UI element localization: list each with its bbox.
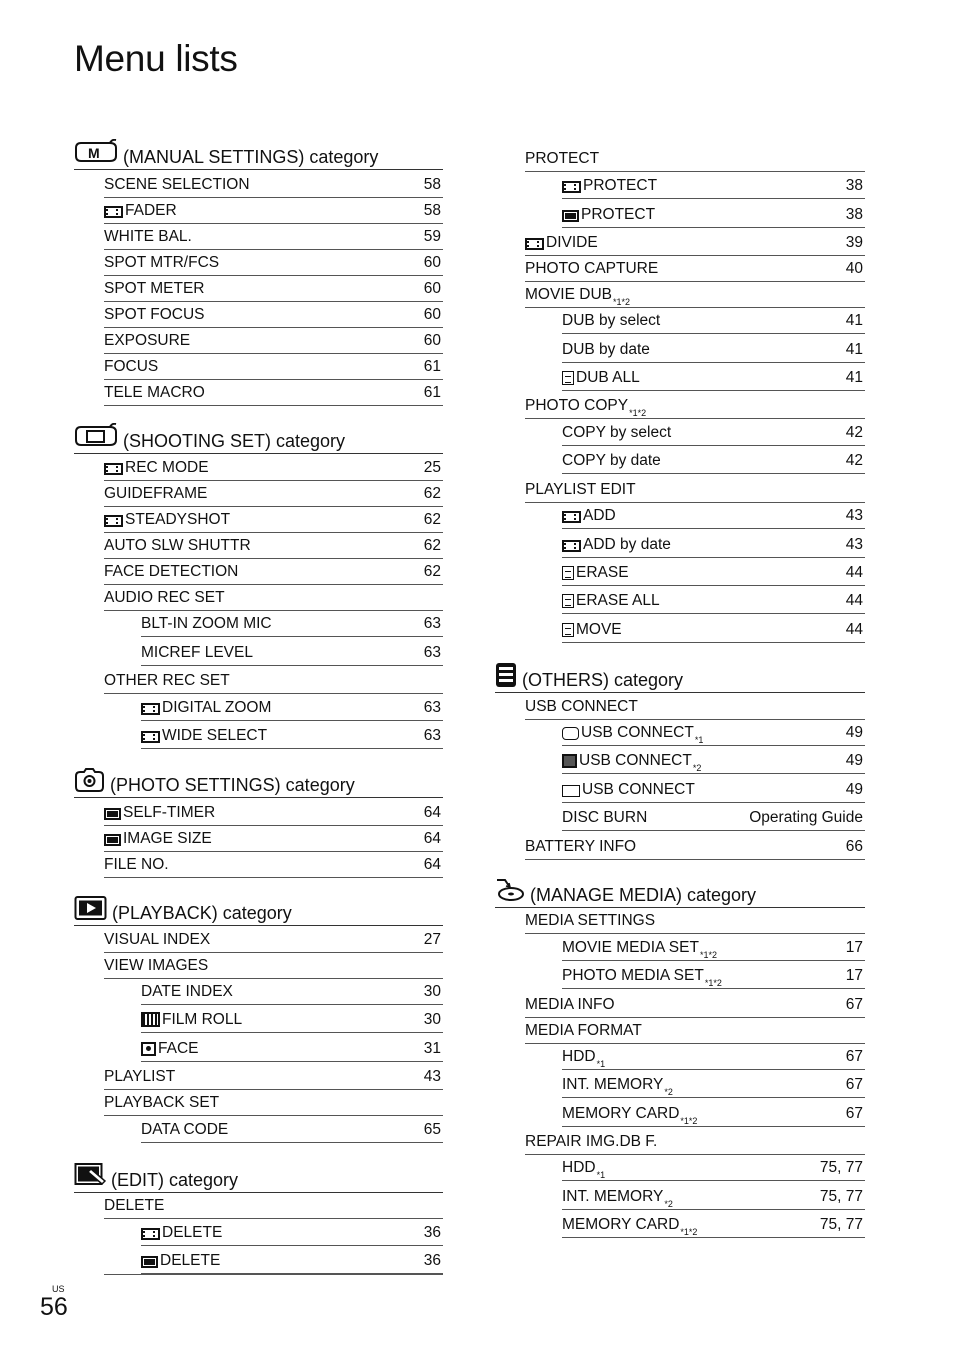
page-ref: 63	[423, 699, 441, 716]
menu-row	[104, 276, 443, 302]
page-ref: 17	[845, 939, 863, 956]
menu-row	[141, 1007, 443, 1033]
menu-row	[141, 1036, 443, 1062]
page-ref: 41	[845, 341, 863, 358]
page-ref: Operating Guide	[749, 809, 863, 826]
menu-label: SELF-TIMER	[123, 804, 216, 821]
menu-label: MEDIA FORMAT	[525, 1022, 642, 1039]
menu-row	[562, 532, 865, 558]
movie-icon	[141, 1228, 160, 1240]
menu-row	[104, 302, 443, 328]
category-label: (SHOOTING SET) category	[123, 431, 346, 451]
page-ref: 39	[845, 234, 863, 251]
menu-row	[104, 1090, 443, 1116]
internal-memory-icon	[562, 754, 577, 768]
menu-label: PROTECT	[581, 206, 656, 223]
page-title: Menu lists	[74, 38, 238, 79]
menu-label: PHOTO COPY	[525, 397, 629, 414]
menu-row: MEMORY CARD $^{*1*2}$ 75, 77	[562, 1212, 865, 1238]
category-label: (EDIT) category	[111, 1170, 239, 1190]
page-ref: 64	[423, 804, 441, 821]
menu-row	[141, 1220, 443, 1246]
menu-label: AUDIO REC SET	[104, 589, 225, 606]
photo-icon	[104, 808, 121, 820]
page-ref: 36	[423, 1224, 441, 1241]
menu-row	[525, 834, 865, 860]
menu-label: FACE DETECTION	[104, 563, 239, 580]
divider	[104, 1274, 443, 1275]
menu-row	[104, 800, 443, 826]
menu-row: PHOTO MEDIA SET $^{*1*2}$ 17	[562, 963, 865, 989]
category-playback	[74, 892, 443, 926]
page-ref: 60	[423, 254, 441, 271]
menu-label: DATE INDEX	[141, 983, 233, 1000]
menu-row	[104, 380, 443, 406]
menu-row	[562, 503, 865, 529]
menu-row	[562, 777, 865, 803]
menu-row	[104, 559, 443, 585]
menu-row	[562, 173, 865, 199]
page-ref: 64	[423, 856, 441, 873]
page-ref: 38	[845, 177, 863, 194]
menu-row	[562, 588, 865, 614]
menu-row	[525, 694, 865, 720]
menu-row	[562, 448, 865, 474]
page-ref: 75, 77	[819, 1188, 863, 1205]
page-ref: 60	[423, 280, 441, 297]
menu-label: DUB ALL	[576, 369, 640, 386]
page-ref: 60	[423, 306, 441, 323]
menu-label: USB CONNECT	[581, 724, 694, 741]
menu-row	[525, 1018, 865, 1044]
edit-icon	[74, 1162, 106, 1188]
menu-label: AUTO SLW SHUTTR	[104, 537, 251, 554]
page-ref: 30	[423, 983, 441, 1000]
menu-row: MOVIE DUB $^{*1*2}$	[525, 282, 865, 308]
menu-row	[525, 908, 865, 934]
menu-row	[525, 477, 865, 503]
movie-icon	[525, 238, 544, 250]
menu-row	[104, 585, 443, 611]
menu-label: PLAYBACK SET	[104, 1094, 220, 1111]
menu-row: HDD $^{*1}$ 75, 77	[562, 1155, 865, 1181]
menu-row	[104, 953, 443, 979]
menu-label: VIEW IMAGES	[104, 957, 209, 974]
page-ref: 62	[423, 537, 441, 554]
category-shooting-set	[74, 420, 443, 454]
menu-row: HDD $^{*1}$ 67	[562, 1044, 865, 1070]
menu-row	[104, 668, 443, 694]
playlist-icon	[562, 566, 574, 580]
page-ref: 58	[423, 176, 441, 193]
menu-label: WHITE BAL.	[104, 228, 192, 245]
movie-icon	[141, 703, 160, 715]
category-others	[495, 659, 865, 693]
menu-row	[104, 481, 443, 507]
page-ref: 43	[845, 507, 863, 524]
menu-label: PHOTO CAPTURE	[525, 260, 659, 277]
menu-row	[562, 337, 865, 363]
menu-row	[525, 230, 865, 256]
menu-label: FILM ROLL	[162, 1011, 243, 1028]
memory-card-icon	[562, 785, 580, 797]
region-label: US	[52, 1284, 65, 1294]
photo-settings-icon	[74, 767, 105, 793]
menu-row	[525, 992, 865, 1018]
menu-label: MOVIE MEDIA SET	[562, 939, 699, 956]
page-ref: 25	[423, 459, 441, 476]
page-ref: 31	[423, 1040, 441, 1057]
photo-icon	[104, 834, 121, 846]
menu-label: OTHER REC SET	[104, 672, 230, 689]
menu-row	[562, 420, 865, 446]
photo-icon	[562, 210, 579, 222]
menu-label: MOVIE DUB	[525, 286, 612, 303]
menu-row	[104, 172, 443, 198]
menu-label: MEDIA INFO	[525, 996, 615, 1013]
menu-row	[104, 826, 443, 852]
movie-icon	[104, 206, 123, 218]
menu-row: MOVIE MEDIA SET $^{*1*2}$ 17	[562, 935, 865, 961]
face-icon	[141, 1042, 156, 1056]
menu-row	[525, 256, 865, 282]
manage-media-icon	[495, 877, 525, 903]
menu-row	[104, 507, 443, 533]
page-ref: 75, 77	[819, 1216, 863, 1233]
category-label: (PHOTO SETTINGS) category	[110, 775, 355, 795]
page-ref: 43	[845, 536, 863, 553]
menu-label: DUB by date	[562, 341, 650, 358]
menu-row	[104, 455, 443, 481]
menu-label: DELETE	[104, 1197, 165, 1214]
page-ref: 67	[845, 1048, 863, 1065]
menu-label: COPY by date	[562, 452, 661, 469]
menu-label: DUB by select	[562, 312, 661, 329]
page-ref: 67	[845, 996, 863, 1013]
movie-icon	[141, 731, 160, 743]
menu-label: EXPOSURE	[104, 332, 191, 349]
category-manual-settings	[74, 136, 443, 170]
menu-row	[141, 1117, 443, 1143]
page-ref: 42	[845, 452, 863, 469]
movie-icon	[104, 515, 123, 527]
menu-label: MEDIA SETTINGS	[525, 912, 656, 929]
menu-label: REC MODE	[125, 459, 209, 476]
menu-row	[141, 979, 443, 1005]
menu-row	[562, 805, 865, 831]
menu-row: INT. MEMORY $^{*2}$ 67	[562, 1072, 865, 1098]
film-roll-icon	[141, 1012, 160, 1027]
menu-label: USB CONNECT	[579, 752, 692, 769]
others-icon	[495, 662, 517, 688]
page-ref: 63	[423, 644, 441, 661]
page-ref: 40	[845, 260, 863, 277]
menu-label: DATA CODE	[141, 1121, 229, 1138]
menu-label: PLAYLIST	[104, 1068, 176, 1085]
menu-row	[104, 852, 443, 878]
category-photo-settings	[74, 764, 443, 798]
menu-label: DELETE	[162, 1224, 223, 1241]
menu-label: ADD by date	[583, 536, 671, 553]
playback-icon	[74, 895, 107, 921]
menu-label: MICREF LEVEL	[141, 644, 253, 661]
category-manage-media	[495, 874, 865, 908]
menu-row	[141, 695, 443, 721]
page-ref: 67	[845, 1076, 863, 1093]
menu-label: ADD	[583, 507, 616, 524]
page-ref: 64	[423, 830, 441, 847]
menu-label: VISUAL INDEX	[104, 931, 211, 948]
page-ref: 43	[423, 1068, 441, 1085]
menu-label: SCENE SELECTION	[104, 176, 250, 193]
manual-settings-icon	[74, 139, 118, 165]
page-ref: 58	[423, 202, 441, 219]
page-ref: 41	[845, 312, 863, 329]
menu-label: SPOT METER	[104, 280, 205, 297]
svg-text:M: M	[88, 145, 100, 161]
menu-label: USB CONNECT	[582, 781, 695, 798]
page-ref: 30	[423, 1011, 441, 1028]
page-ref: 42	[845, 424, 863, 441]
menu-row	[562, 365, 865, 391]
menu-row	[104, 927, 443, 953]
menu-label: WIDE SELECT	[162, 727, 268, 744]
menu-label: DISC BURN	[562, 809, 648, 826]
page-ref: 62	[423, 511, 441, 528]
menu-label: DIGITAL ZOOM	[162, 699, 272, 716]
movie-icon	[562, 540, 581, 552]
page-ref: 60	[423, 332, 441, 349]
page-ref: 62	[423, 485, 441, 502]
page-ref: 17	[845, 967, 863, 984]
page-ref: 62	[423, 563, 441, 580]
menu-label: SPOT FOCUS	[104, 306, 205, 323]
menu-row	[104, 224, 443, 250]
photo-icon	[141, 1256, 158, 1268]
menu-row	[104, 328, 443, 354]
page-ref: 61	[423, 384, 441, 401]
movie-icon	[562, 181, 581, 193]
menu-row	[104, 354, 443, 380]
category-label: (MANUAL SETTINGS) category	[123, 147, 379, 167]
menu-label: FADER	[125, 202, 177, 219]
menu-row	[562, 560, 865, 586]
page-ref: 66	[845, 838, 863, 855]
menu-label: INT. MEMORY	[562, 1076, 664, 1093]
menu-row	[104, 250, 443, 276]
page-ref: 44	[845, 592, 863, 609]
menu-label: FOCUS	[104, 358, 159, 375]
menu-label: MEMORY CARD	[562, 1105, 680, 1122]
playlist-icon	[562, 594, 574, 608]
page-ref: 75, 77	[819, 1159, 863, 1176]
playlist-icon	[562, 371, 574, 385]
menu-row: USB CONNECT $^{*1}$ 49	[562, 720, 865, 746]
page-ref: 63	[423, 615, 441, 632]
menu-row: USB CONNECT $^{*2}$ 49	[562, 748, 865, 774]
menu-label: COPY by select	[562, 424, 672, 441]
menu-row	[141, 640, 443, 666]
menu-row	[141, 1248, 443, 1274]
menu-label: GUIDEFRAME	[104, 485, 208, 502]
page-ref: 49	[845, 724, 863, 741]
menu-row	[104, 1193, 443, 1219]
menu-row	[525, 1129, 865, 1155]
menu-label: PROTECT	[525, 150, 600, 167]
menu-label: REPAIR IMG.DB F.	[525, 1133, 658, 1150]
menu-label: PLAYLIST EDIT	[525, 481, 636, 498]
menu-label: PROTECT	[583, 177, 658, 194]
page-ref: 27	[423, 931, 441, 948]
menu-row	[141, 723, 443, 749]
menu-row	[562, 617, 865, 643]
menu-label: BATTERY INFO	[525, 838, 637, 855]
menu-label: FILE NO.	[104, 856, 169, 873]
shooting-set-icon	[74, 423, 118, 449]
menu-label: MEMORY CARD	[562, 1216, 680, 1233]
menu-row	[104, 533, 443, 559]
movie-icon	[562, 511, 581, 523]
category-label: (OTHERS) category	[522, 670, 684, 690]
menu-row	[525, 146, 865, 172]
category-edit	[74, 1159, 443, 1193]
category-label: (MANAGE MEDIA) category	[530, 885, 757, 905]
menu-label: HDD	[562, 1048, 596, 1065]
menu-label: ERASE	[576, 564, 629, 581]
menu-label: BLT-IN ZOOM MIC	[141, 615, 272, 632]
page-ref: 44	[845, 621, 863, 638]
category-label: (PLAYBACK) category	[112, 903, 292, 923]
menu-label: TELE MACRO	[104, 384, 205, 401]
menu-row	[141, 611, 443, 637]
menu-label: PHOTO MEDIA SET	[562, 967, 704, 984]
menu-label: DIVIDE	[546, 234, 598, 251]
menu-row: MEMORY CARD $^{*1*2}$ 67	[562, 1101, 865, 1127]
page-number: 56	[40, 1293, 68, 1321]
menu-label: INT. MEMORY	[562, 1188, 664, 1205]
page-ref: 49	[845, 781, 863, 798]
menu-label: STEADYSHOT	[125, 511, 231, 528]
page-ref: 61	[423, 358, 441, 375]
menu-row	[562, 202, 865, 228]
menu-label: USB CONNECT	[525, 698, 638, 715]
page-ref: 41	[845, 369, 863, 386]
menu-row	[104, 198, 443, 224]
page-ref: 38	[845, 206, 863, 223]
page-ref: 65	[423, 1121, 441, 1138]
menu-row: PHOTO COPY $^{*1*2}$	[525, 393, 865, 419]
menu-label: HDD	[562, 1159, 596, 1176]
movie-icon	[104, 463, 123, 475]
hdd-icon	[562, 727, 579, 740]
menu-label: DELETE	[160, 1252, 221, 1269]
page-ref: 44	[845, 564, 863, 581]
page-ref: 67	[845, 1105, 863, 1122]
menu-label: SPOT MTR/FCS	[104, 254, 220, 271]
menu-label: ERASE ALL	[576, 592, 660, 609]
page-ref: 59	[423, 228, 441, 245]
playlist-icon	[562, 623, 574, 637]
menu-row	[104, 1064, 443, 1090]
menu-label: FACE	[158, 1040, 199, 1057]
menu-label: IMAGE SIZE	[123, 830, 212, 847]
menu-row	[562, 308, 865, 334]
menu-row: INT. MEMORY $^{*2}$ 75, 77	[562, 1184, 865, 1210]
page-ref: 36	[423, 1252, 441, 1269]
page-ref: 63	[423, 727, 441, 744]
page-ref: 49	[845, 752, 863, 769]
menu-label: MOVE	[576, 621, 622, 638]
